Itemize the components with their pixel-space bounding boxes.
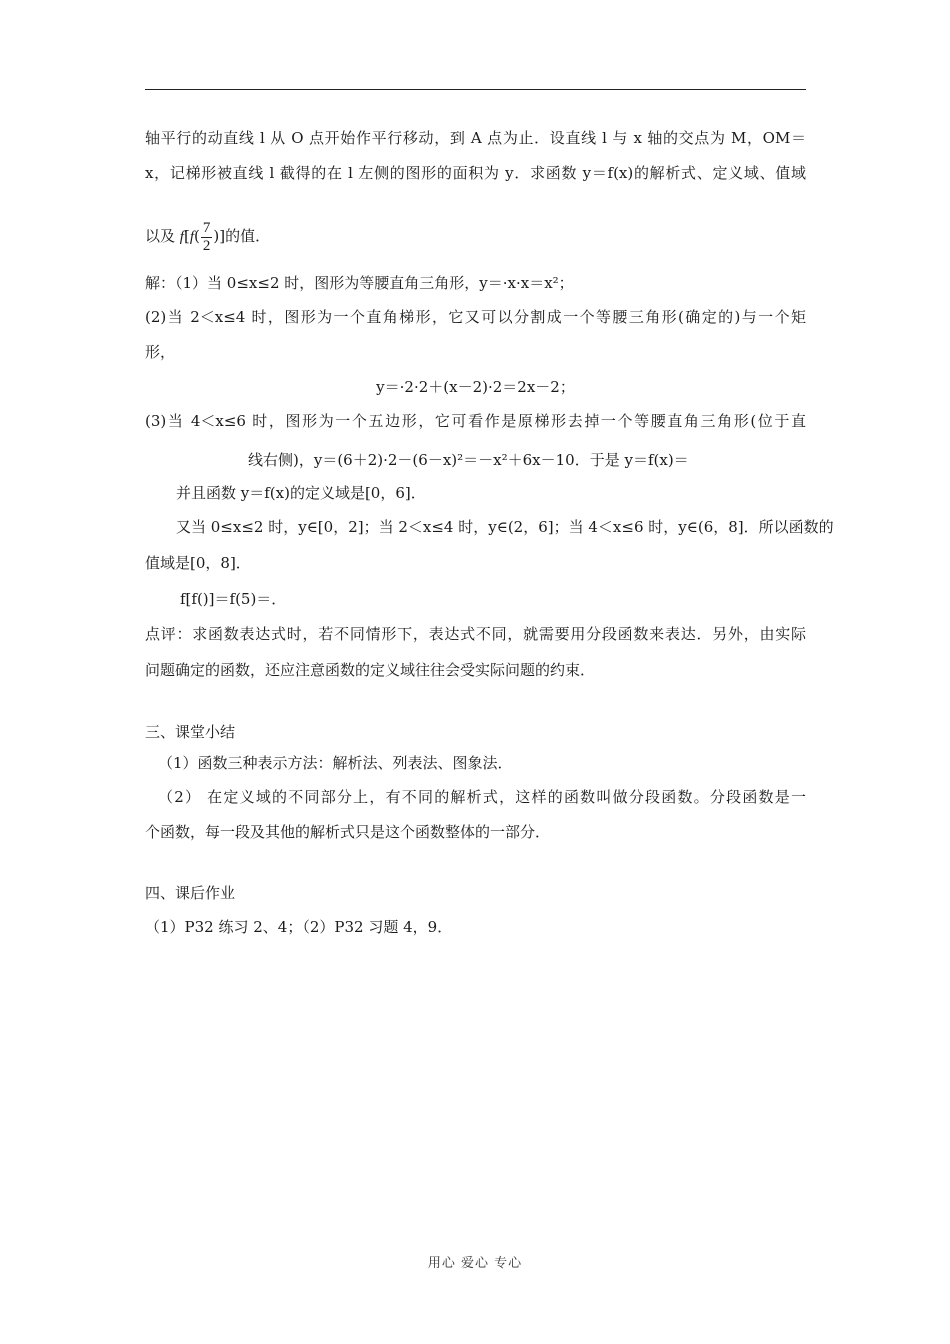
homework-heading: 四、课后作业 xyxy=(145,884,236,902)
homework-items: （1）P32 练习 2、4；（2）P32 习题 4，9． xyxy=(145,918,453,936)
solution-case-1: 解：（1）当 0≤x≤2 时，图形为等腰直角三角形，y＝·x·x＝x²； xyxy=(145,274,574,292)
solution-case-2-line-2: 形， xyxy=(145,343,176,361)
page-footer: 用心 爱心 专心 xyxy=(427,1256,523,1271)
problem-line-3: 以及 f[f( $\frac{7}{2}$ )]的值． xyxy=(145,219,271,254)
nested-function-expression: f xyxy=(179,229,184,245)
comment-line-1: 点评：求函数表达式时，若不同情形下，表达式不同，就需要用分段函数来表达．另外，由实际 xyxy=(145,625,806,643)
problem-line-3-prefix: 以及 xyxy=(145,227,176,245)
header-rule xyxy=(145,89,806,90)
fraction-numerator: 7 xyxy=(202,219,211,236)
comment-line-2: 问题确定的函数，还应注意函数的定义域往往会受实际问题的约束． xyxy=(145,661,596,679)
solution-domain: 并且函数 y＝f(x)的定义域是[0，6]． xyxy=(176,484,426,502)
solution-case-2-formula: y＝·2·2＋(x－2)·2＝2x－2； xyxy=(376,378,575,396)
summary-point-2-line-2: 个函数，每一段及其他的解析式只是这个函数整体的一部分． xyxy=(145,823,551,841)
solution-case-2-line-1: (2)当 2＜x≤4 时，图形为一个直角梯形，它又可以分割成一个等腰三角形(确定的)与一个矩 xyxy=(145,308,806,326)
solution-range-line-1: 又当 0≤x≤2 时，y∈[0，2]；当 2＜x≤4 时，y∈(2，6]；当 4＜x≤6 时，y∈(6，8]．所以函数的 xyxy=(176,518,834,536)
fraction-denominator: 2 xyxy=(202,237,211,254)
fraction xyxy=(201,220,213,255)
problem-line-2: x，记梯形被直线 l 截得的在 l 左侧的图形的面积为 y．求函数 y＝f(x)的解析式、定义域、值域 xyxy=(145,164,806,182)
problem-line-3-suffix: 的值． xyxy=(225,227,271,245)
solution-case-3-line-1: (3)当 4＜x≤6 时，图形为一个五边形，它可看作是原梯形去掉一个等腰直角三角形(位于直 xyxy=(145,412,806,430)
summary-heading: 三、课堂小结 xyxy=(145,723,236,741)
solution-case-3-line-2: 线右侧)，y＝(6＋2)·2－(6－x)²＝－x²＋6x－10．于是 y＝f(x)＝ xyxy=(248,451,689,469)
summary-point-2-line-1: （2） 在定义域的不同部分上，有不同的解析式，这样的函数叫做分段函数。分段函数是一 xyxy=(158,788,806,806)
solution-value: f[f()]＝f(5)＝． xyxy=(180,590,287,608)
solution-range-line-2: 值域是[0，8]． xyxy=(145,554,251,572)
summary-point-1: （1）函数三种表示方法：解析法、列表法、图象法． xyxy=(158,754,513,772)
problem-line-1: 轴平行的动直线 l 从 O 点开始作平行移动，到 A 点为止．设直线 l 与 x 轴的交点为 M，OM＝ xyxy=(145,129,806,147)
